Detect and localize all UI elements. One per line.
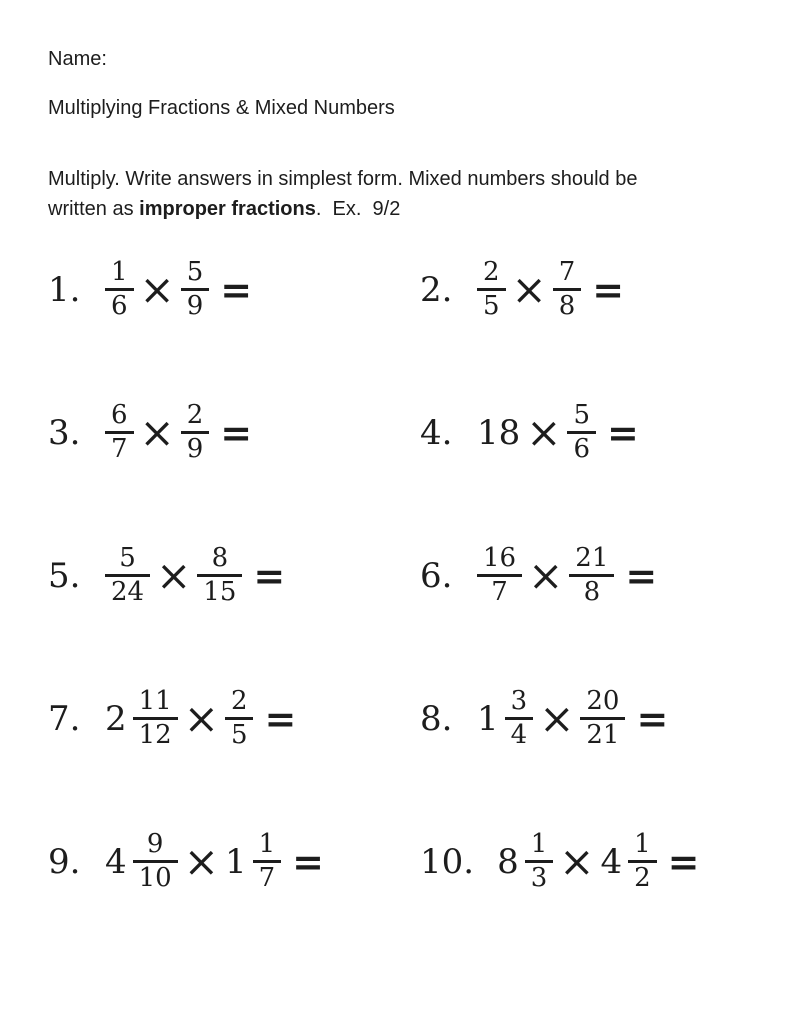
factor (569, 543, 614, 607)
whole-number: 4 (600, 841, 623, 882)
numerator: 5 (573, 400, 591, 431)
problem-expression (105, 543, 286, 607)
problem-number: 3. (48, 412, 81, 453)
numerator: 20 (586, 686, 620, 717)
factor (224, 829, 281, 893)
name-label: Name: (48, 48, 107, 70)
multiply-sign: × (139, 264, 175, 314)
problem (48, 647, 420, 790)
factor (181, 257, 210, 321)
denominator: 10 (133, 860, 178, 889)
numerator: 5 (119, 543, 136, 574)
fraction (181, 400, 210, 464)
equals-sign: = (636, 695, 669, 741)
problem-expression (105, 686, 297, 750)
fraction (105, 400, 134, 464)
fraction (553, 257, 582, 321)
problem-expression (477, 686, 669, 750)
fraction (477, 257, 506, 321)
equals-sign: = (592, 266, 625, 312)
factor (105, 400, 134, 464)
problem-number: 1. (48, 269, 81, 310)
problems-grid (48, 218, 763, 933)
factor (225, 686, 254, 750)
fraction (133, 829, 178, 893)
problem (48, 504, 420, 647)
denominator: 7 (105, 431, 134, 460)
factor (181, 400, 210, 464)
denominator: 5 (477, 288, 506, 317)
denominator: 3 (525, 860, 554, 889)
problem (420, 790, 763, 933)
instructions (48, 164, 748, 224)
numerator: 7 (558, 257, 576, 288)
instructions-line1: Multiply. Write answers in simplest form. Mixed numbers should be (48, 168, 638, 190)
factor (477, 257, 506, 321)
factor (497, 829, 553, 893)
multiply-sign: × (511, 264, 547, 314)
numerator: 8 (211, 543, 229, 574)
problem-number: 5. (48, 555, 81, 596)
factor (580, 686, 625, 750)
equals-sign: = (264, 695, 297, 741)
denominator: 6 (105, 288, 134, 317)
problem (420, 218, 763, 361)
problem-expression (477, 400, 639, 464)
numerator: 1 (634, 829, 651, 860)
denominator: 2 (628, 860, 657, 889)
denominator: 15 (197, 574, 242, 603)
denominator: 6 (567, 431, 596, 460)
fraction (525, 829, 554, 893)
problem-number: 10. (420, 841, 475, 882)
numerator: 1 (111, 257, 128, 288)
factor (105, 829, 178, 893)
denominator: 8 (553, 288, 582, 317)
multiply-sign: × (139, 407, 175, 457)
multiply-sign: × (183, 836, 219, 886)
problem-expression (477, 257, 625, 321)
problem-number: 9. (48, 841, 81, 882)
problem (420, 504, 763, 647)
instructions-line2-post: . Ex. 9/2 (315, 198, 401, 220)
fraction (105, 257, 134, 321)
denominator: 7 (477, 574, 522, 603)
problem-number: 6. (420, 555, 453, 596)
denominator: 8 (569, 574, 614, 603)
equals-sign: = (292, 838, 324, 884)
fraction (133, 686, 178, 750)
factor (477, 412, 521, 453)
factor (567, 400, 596, 464)
factor (477, 686, 533, 750)
fraction (628, 829, 657, 893)
equals-sign: = (220, 266, 253, 312)
multiply-sign: × (526, 407, 562, 457)
denominator: 12 (133, 717, 178, 746)
problem-expression (497, 829, 700, 893)
denominator: 24 (105, 574, 150, 603)
numerator: 1 (530, 829, 548, 860)
problem-expression (105, 400, 253, 464)
denominator: 21 (580, 717, 625, 746)
fraction (580, 686, 625, 750)
numerator: 11 (138, 686, 172, 717)
numerator: 21 (575, 543, 609, 574)
problem (420, 647, 763, 790)
numerator: 5 (186, 257, 204, 288)
whole-number: 8 (497, 841, 519, 882)
multiply-sign: × (528, 550, 564, 600)
numerator: 9 (146, 829, 164, 860)
whole-number: 2 (105, 698, 127, 739)
problem (420, 361, 763, 504)
fraction (253, 829, 282, 893)
numerator: 2 (230, 686, 248, 717)
factor (477, 543, 522, 607)
problem-number: 2. (420, 269, 453, 310)
factor (105, 257, 134, 321)
equals-sign: = (253, 552, 286, 598)
numerator: 3 (510, 686, 528, 717)
fraction (225, 686, 254, 750)
fraction (569, 543, 614, 607)
problem-number: 7. (48, 698, 81, 739)
whole-number: 1 (477, 698, 499, 739)
factor (105, 543, 150, 607)
numerator: 1 (258, 829, 276, 860)
fraction (505, 686, 534, 750)
equals-sign: = (607, 409, 639, 455)
denominator: 9 (181, 431, 210, 460)
fraction (477, 543, 522, 607)
denominator: 7 (253, 860, 282, 889)
numerator: 16 (483, 543, 517, 574)
equals-sign: = (667, 838, 700, 884)
equals-sign: = (625, 552, 658, 598)
equals-sign: = (220, 409, 253, 455)
multiply-sign: × (156, 550, 192, 600)
factor (553, 257, 582, 321)
fraction (197, 543, 242, 607)
problem-expression (105, 829, 324, 893)
multiply-sign: × (183, 693, 219, 743)
factor (105, 686, 178, 750)
multiply-sign: × (559, 836, 595, 886)
problem (48, 790, 420, 933)
whole-number: 4 (105, 841, 127, 882)
instructions-line2-pre: written as (48, 198, 140, 220)
numerator: 6 (111, 400, 128, 431)
problem-number: 8. (420, 698, 453, 739)
denominator: 9 (181, 288, 210, 317)
factor (600, 829, 656, 893)
denominator: 5 (225, 717, 254, 746)
fraction (567, 400, 596, 464)
problem-number: 4. (420, 412, 453, 453)
worksheet-title: Multiplying Fractions & Mixed Numbers (48, 97, 395, 119)
whole-number: 18 (477, 412, 521, 453)
fraction (181, 257, 210, 321)
instructions-line2-bold: improper fractions (139, 198, 316, 220)
problem-expression (105, 257, 253, 321)
denominator: 4 (505, 717, 534, 746)
problem (48, 361, 420, 504)
numerator: 2 (186, 400, 204, 431)
whole-number: 1 (224, 841, 247, 882)
multiply-sign: × (539, 693, 575, 743)
numerator: 2 (483, 257, 500, 288)
fraction (105, 543, 150, 607)
factor (197, 543, 242, 607)
problem-expression (477, 543, 658, 607)
problem (48, 218, 420, 361)
